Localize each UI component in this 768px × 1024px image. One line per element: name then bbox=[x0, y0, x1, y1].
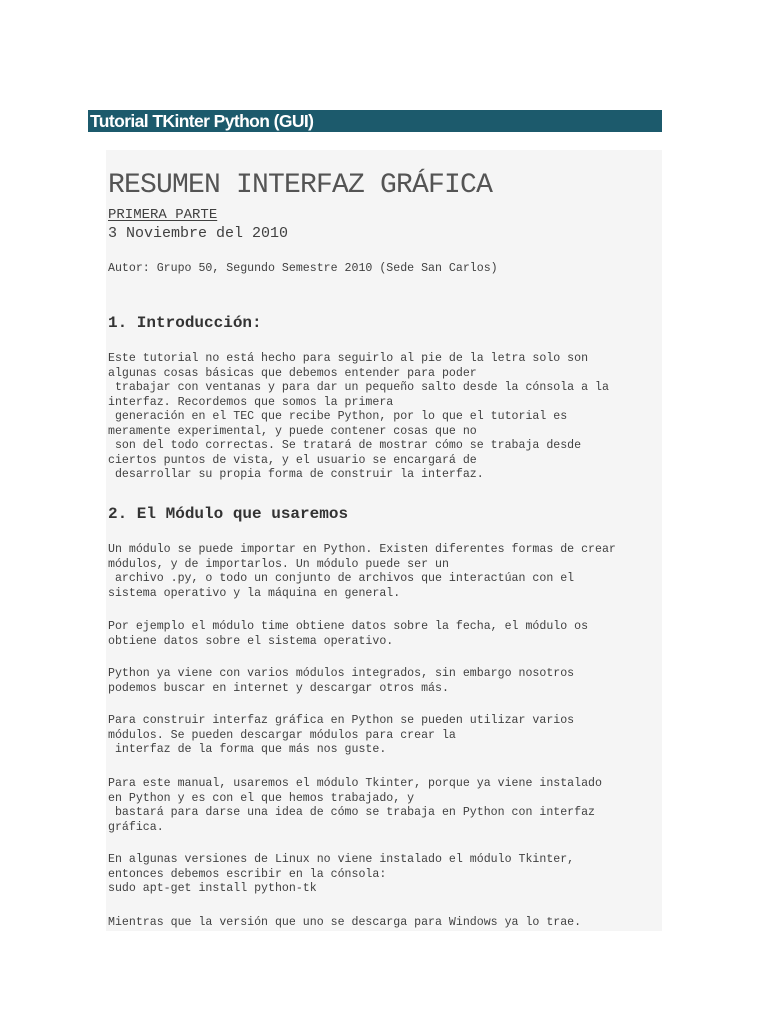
document-header-title: Tutorial TKinter Python (GUI) bbox=[90, 111, 314, 131]
document-author: Autor: Grupo 50, Segundo Semestre 2010 (Sede San Carlos) bbox=[108, 262, 498, 275]
paragraph-modulo-6: En algunas versiones de Linux no viene instalado el módulo Tkinter, entonces debemos escribir en la cónsola: sudo apt-get install python-tk bbox=[108, 853, 575, 895]
paragraph-modulo-3: Python ya viene con varios módulos integrados, sin embargo nosotros podemos buscar en internet y descargar otros más. bbox=[108, 667, 575, 695]
document-title: RESUMEN INTERFAZ GRÁFICA bbox=[108, 170, 493, 201]
paragraph-modulo-7: Mientras que la versión que uno se descarga para Windows ya lo trae. bbox=[108, 916, 582, 929]
section-heading-modulo: 2. El Módulo que usaremos bbox=[108, 505, 349, 523]
document-content bbox=[106, 150, 662, 931]
document-date: 3 Noviembre del 2010 bbox=[108, 225, 289, 242]
section-heading-introduccion: 1. Introducción: bbox=[108, 314, 262, 332]
paragraph-modulo-1: Un módulo se puede importar en Python. Existen diferentes formas de crear módulos, y de importarlos. Un módulo puede ser un archivo .py, o todo un conjunto de archivos que interactúan con el sistema operativo y la máquina en general. bbox=[108, 543, 616, 600]
document-header-bar bbox=[88, 110, 662, 132]
paragraph-introduccion: Este tutorial no está hecho para seguirlo al pie de la letra solo son algunas cosas básicas que debemos entender para poder trabajar con ventanas y para dar un pequeño salto desde la cónsola a la interfaz. Recordemos que somos la primera generación en el TEC que recibe Python, por lo que el tutorial es meramente experimental, y puede contener cosas que no son del todo correctas. Se tratará de mostrar cómo se trabaja desde ciertos puntos de vista, y el usuario se encargará de desarrollar su propia forma de construir la interfaz. bbox=[108, 352, 609, 481]
paragraph-modulo-2: Por ejemplo el módulo time obtiene datos sobre la fecha, el módulo os obtiene datos sobre el sistema operativo. bbox=[108, 620, 589, 648]
document-part-label: PRIMERA PARTE bbox=[108, 207, 218, 223]
paragraph-modulo-5: Para este manual, usaremos el módulo Tkinter, porque ya viene instalado en Python y es con el que hemos trabajado, y bastará para darse una idea de cómo se trabaja en Python con interfaz gráfica. bbox=[108, 777, 602, 834]
paragraph-modulo-4: Para construir interfaz gráfica en Python se pueden utilizar varios módulos. Se pueden descargar módulos para crear la interfaz de la forma que más nos guste. bbox=[108, 714, 575, 756]
